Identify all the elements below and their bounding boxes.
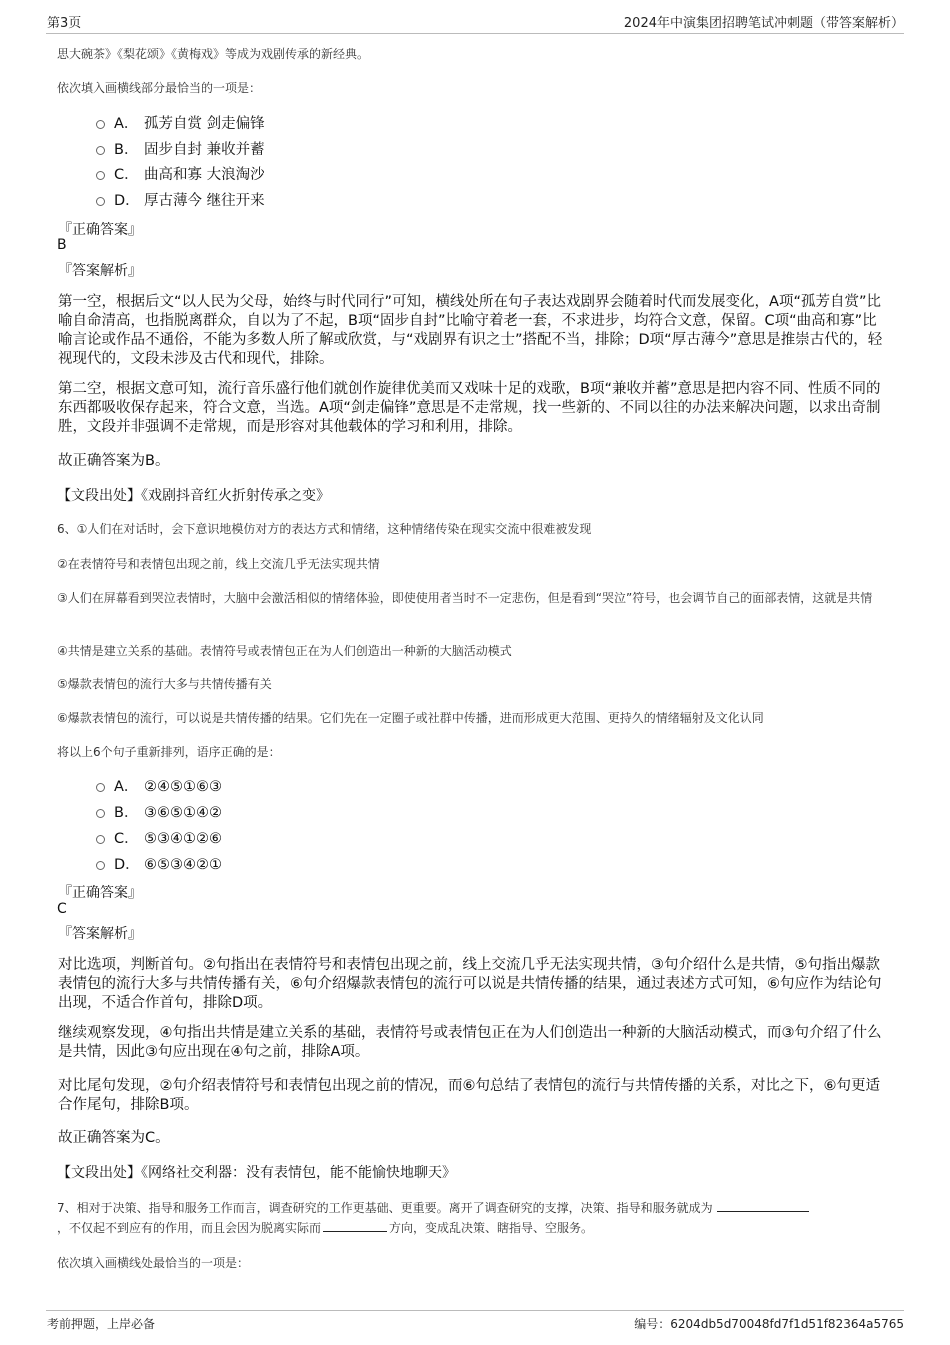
- q5-option-b[interactable]: B． 固步自封 兼收并蓄: [96, 139, 265, 161]
- q6-analysis-p2: 继续观察发现，④句指出共情是建立关系的基础，表情符号或表情包正在为人们创造出一种新的大脑活动模式，而③句介绍了什么是共情，因此③句应出现在④句之前，排除A项。: [58, 1025, 882, 1060]
- q6-source: 【文段出处】《网络社交利器：没有表情包，能不能愉快地聊天》: [57, 1165, 456, 1181]
- q5-option-c[interactable]: C． 曲高和寡 大浪淘沙: [96, 164, 265, 186]
- q6-prompt: 将以上6个句子重新排列，语序正确的是：: [57, 745, 281, 759]
- q5-answer: B: [57, 237, 67, 253]
- q7-stem-line1: 7、相对于决策、指导和服务工作而言，调查研究的工作更基础、更重要。离开了调查研究的支撑，决策、指导和服务就成为: [57, 1199, 809, 1217]
- q5-option-d[interactable]: D． 厚古薄今 继往开来: [96, 190, 265, 212]
- q6-answer-label: 『正确答案』: [58, 885, 142, 901]
- q5-analysis-conclusion: 故正确答案为B。: [58, 453, 170, 469]
- q6-statement-5: ⑤爆款表情包的流行大多与共情传播有关: [57, 677, 272, 691]
- radio-icon[interactable]: [96, 120, 105, 129]
- radio-icon[interactable]: [96, 171, 105, 180]
- q5-answer-label: 『正确答案』: [58, 222, 142, 238]
- header-divider: [46, 33, 904, 34]
- radio-icon[interactable]: [96, 146, 105, 155]
- radio-icon[interactable]: [96, 809, 105, 818]
- q5-intro-tail: 思大碗茶》《梨花颂》《黄梅戏》等成为戏剧传承的新经典。: [57, 47, 370, 61]
- q6-option-a[interactable]: A． ②④⑤①⑥③: [96, 776, 222, 798]
- q5-analysis-p2: 第二空，根据文意可知，流行音乐盛行他们就创作旋律优美而又戏味十足的戏歌，B项“兼收并蓄”意思是把内容不同、性质不同的东西都吸收保存起来，符合文意，当选。A项“剑走偏锋”意思是不走常规，找一些新的、不同以往的办法来解决问题，以求出奇制胜，文段并非强调不走常规，而是形容对其他载体的学习和利用，排除。: [58, 381, 881, 435]
- q7-stem-line2: ，不仅起不到应有的作用，而且会因为脱离实际而 方向，变成乱决策、瞎指导、空服务。: [57, 1221, 594, 1235]
- q6-answer: C: [57, 901, 67, 917]
- q6-option-d[interactable]: D． ⑥⑤③④②①: [96, 854, 222, 876]
- q6-statement-3: ③人们在屏幕看到哭泣表情时，大脑中会激活相似的情绪体验，即使使用者当时不一定悲伤，但是看到“哭泣”符号，也会调节自己的面部表情，这就是共情: [57, 591, 873, 605]
- q5-source: 【文段出处】《戏剧抖音红火折射传承之变》: [57, 488, 330, 504]
- q6-option-c[interactable]: C． ⑤③④①②⑥: [96, 828, 222, 850]
- footer-divider: [46, 1310, 904, 1311]
- radio-icon[interactable]: [96, 783, 105, 792]
- q6-analysis-conclusion: 故正确答案为C。: [58, 1130, 170, 1146]
- q7-blank-1: [717, 1199, 809, 1212]
- footer-slogan: 考前押题，上岸必备: [47, 1317, 156, 1331]
- q6-statement-2: ②在表情符号和表情包出现之前，线上交流几乎无法实现共情: [57, 557, 380, 571]
- radio-icon[interactable]: [96, 861, 105, 870]
- radio-icon[interactable]: [96, 197, 105, 206]
- q5-prompt: 依次填入画横线部分最恰当的一项是：: [57, 81, 262, 95]
- q5-analysis-p1: 第一空，根据后文“以人民为父母，始终与时代同行”可知，横线处所在句子表达戏剧界会随着时代而发展变化，A项“孤芳自赏”比喻自命清高，也指脱离群众，自以为了不起，B项“固步自封”比喻守着老一套，不求进步，均符合文意，保留。C项“曲高和寡”比喻言论或作品不通俗，不能为多数人所了解或欣赏，与“戏剧界有识之士”搭配不当，排除；D项“厚古薄今”意思是推崇古代的，轻视现代的，文段未涉及古代和现代，排除。: [58, 294, 883, 367]
- document-id: 编号：6204db5d70048fd7f1d51f82364a5765: [634, 1317, 904, 1331]
- q5-analysis-label: 『答案解析』: [58, 263, 142, 279]
- q7-blank-2: [323, 1219, 387, 1232]
- q5-option-a[interactable]: A． 孤芳自赏 剑走偏锋: [96, 113, 265, 135]
- q6-statement-6: ⑥爆款表情包的流行，可以说是共情传播的结果。它们先在一定圈子或社群中传播，进而形成更大范围、更持久的情绪辐射及文化认同: [57, 711, 764, 725]
- q7-prompt: 依次填入画横线处最恰当的一项是：: [57, 1256, 250, 1270]
- q6-analysis-p3: 对比尾句发现，②句介绍表情符号和表情包出现之前的情况，而⑥句总结了表情包的流行与共情传播的关系，对比之下，⑥句更适合作尾句，排除B项。: [58, 1078, 880, 1113]
- document-title: 2024年中演集团招聘笔试冲刺题（带答案解析）: [623, 16, 904, 31]
- q6-analysis-p1: 对比选项，判断首句。②句指出在表情符号和表情包出现之前，线上交流几乎无法实现共情，③句介绍什么是共情，⑤句指出爆款表情包的流行大多与共情传播有关，⑥句介绍爆款表情包的流行可以说是共情传播的结果，通过表述方式可知，⑥句应作为结论句出现，不适合作首句，排除D项。: [58, 957, 882, 1011]
- q6-statement-4: ④共情是建立关系的基础。表情符号或表情包正在为人们创造出一种新的大脑活动模式: [57, 644, 512, 658]
- page-number: 第3页: [47, 16, 82, 31]
- q6-statement-1: 6、①人们在对话时，会下意识地模仿对方的表达方式和情绪，这种情绪传染在现实交流中很难被发现: [57, 522, 592, 536]
- q6-analysis-label: 『答案解析』: [58, 926, 142, 942]
- q6-option-b[interactable]: B． ③⑥⑤①④②: [96, 802, 222, 824]
- radio-icon[interactable]: [96, 835, 105, 844]
